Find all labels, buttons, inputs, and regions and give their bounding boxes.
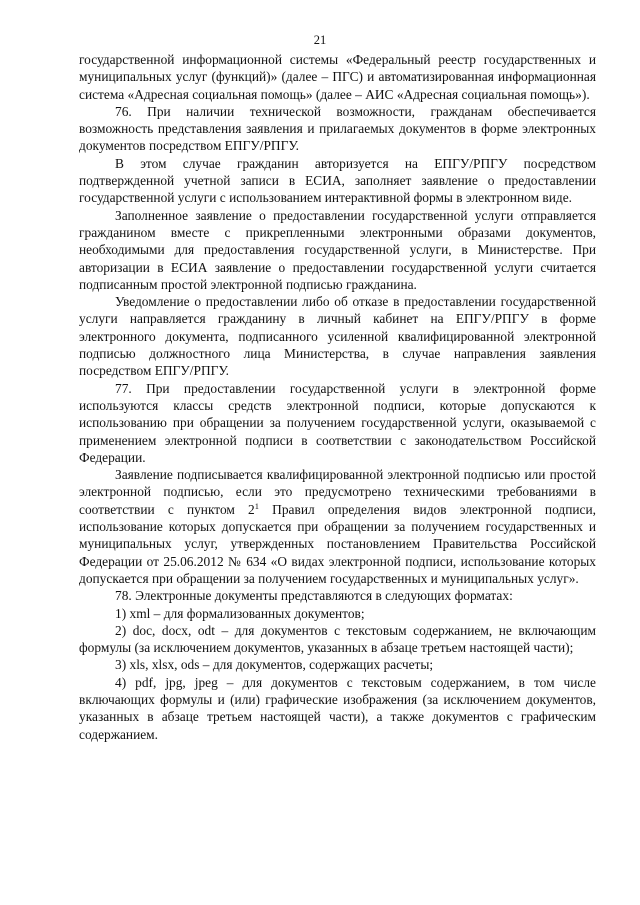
signature-rules-text-before: Заявление подписывается квалифицированной электронной подписью или простой электронной подписью, если это предусмотрено техническими требованиями в соответствии с пунктом 2 xyxy=(79,467,596,517)
document-body xyxy=(79,51,596,743)
paragraph-filled-application: Заполненное заявление о предоставлении государственной услуги отправляется гражданином вместе с прикрепленными электронными образами документов, необходимыми для предоставления государственной услуги, в Министерстве. При авторизации в ЕСИА заявление о предоставлении государственной услуги считается подписанным простой электронной подписью гражданина. xyxy=(79,207,596,292)
list-item-format-xls: 3) xls, xlsx, ods – для документов, содержащих расчеты; xyxy=(115,657,434,673)
footnote-superscript: 1 xyxy=(254,500,260,511)
paragraph-signature-rules xyxy=(79,466,596,587)
signature-rules-text-after: Правил определения видов электронной подписи, использование которых допускается при обращении за получением государственных и муниципальных услуг, утвержденных постановлением Правительства Российской Федерации от 25.06.2012 № 634 «О видах электронной подписи, использование которых допускается при обращении за получением государственных и муниципальных услуг». xyxy=(79,501,596,586)
list-item-format-doc: 2) doc, docx, odt – для документов с текстовым содержанием, не включающим формулы (за исключением документов, указанных в абзаце третьем настоящей части); xyxy=(79,622,596,656)
paragraph-esia-authorization: В этом случае гражданин авторизуется на ЕПГУ/РПГУ посредством подтвержденной учетной записи в ЕСИА, заполняет заявление о предоставлении государственной услуги с использованием интерактивной формы в электронном виде. xyxy=(79,155,596,206)
list-item-format-pdf: 4) pdf, jpg, jpeg – для документов с текстовым содержанием, в том числе включающих формулы и (или) графические изображения (за исключением документов, указанных в абзаце третьем настоящей части), а также документов с графическим содержанием. xyxy=(79,674,596,742)
paragraph-76: 76. При наличии технической возможности, гражданам обеспечивается возможность представления заявления и прилагаемых документов в форме электронных документов посредством ЕПГУ/РПГУ. xyxy=(79,103,596,154)
page-number: 21 xyxy=(313,33,327,47)
paragraph-77: 77. При предоставлении государственной услуги в электронной форме используются классы средств электронной подписи, которые допускаются к использованию при обращении за получением государственной услуги, оказываемой с применением электронной подписи в соответствии с законодательством Российской Федерации. xyxy=(79,380,596,465)
paragraph-78: 78. Электронные документы представляются в следующих форматах: xyxy=(115,588,513,604)
paragraph-notification: Уведомление о предоставлении либо об отказе в предоставлении государственной услуги направляется гражданину в личный кабинет на ЕПГУ/РПГУ в форме электронного документа, подписанного усиленной квалифицированной электронной подписью должностного лица Министерства, в случае направления заявления посредством ЕПГУ/РПГУ. xyxy=(79,294,596,379)
list-item-format-xml: 1) xml – для формализованных документов; xyxy=(115,605,365,621)
paragraph-continuation-pgs-ais: государственной информационной системы «Федеральный реестр государственных и муниципальных услуг (функций)» (далее – ПГС) и автоматизированная информационная система «Адресная социальная помощь» (далее – АИС «Адресная социальная помощь»). xyxy=(79,52,596,102)
